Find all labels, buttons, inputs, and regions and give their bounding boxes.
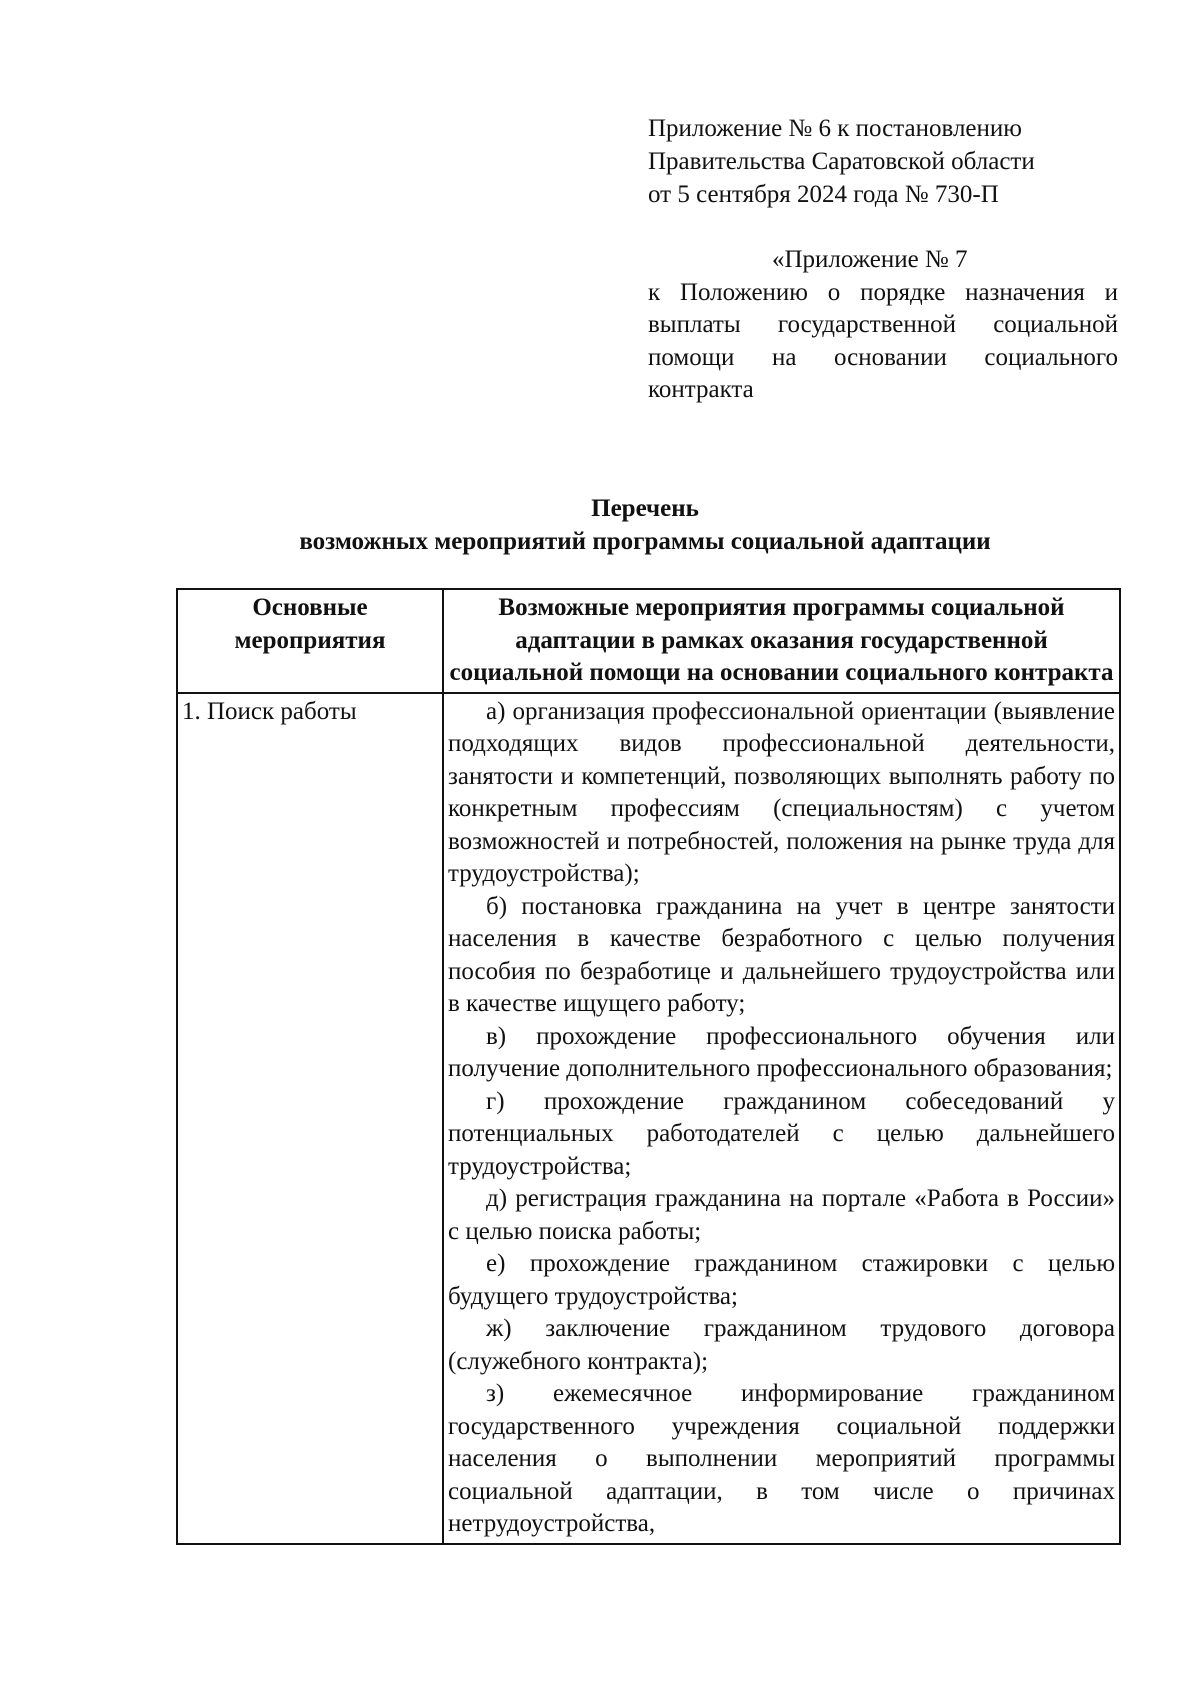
appendix-reference	[648, 244, 1118, 407]
document-title	[170, 492, 1120, 558]
resolution-reference	[648, 112, 1118, 211]
measure-item: д) регистрация гражданина на портале «Работа в России» с целью поиска работы;	[448, 1185, 1115, 1245]
main-measure-cell: 1. Поиск работы	[177, 693, 443, 1544]
measure-item: ж) заключение гражданином трудового договора (служебного контракта);	[448, 1315, 1115, 1375]
table-header-row	[177, 589, 1120, 693]
measure-item: г) прохождение гражданином собеседований у потенциальных работодателей с целью дальнейшего трудоустройства;	[448, 1087, 1115, 1180]
measure-item: е) прохождение гражданином стажировки с целью будущего трудоустройства;	[448, 1250, 1115, 1310]
header-line: от 5 сентября 2024 года № 730-П	[648, 181, 999, 208]
header-line: Правительства Саратовской области	[648, 148, 1035, 175]
document-title-line: Перечень	[591, 495, 699, 522]
measures-table	[176, 588, 1121, 1545]
measure-item: в) прохождение профессионального обучения или получение дополнительного профессионального образования;	[448, 1022, 1115, 1082]
document-title-line: возможных мероприятий программы социальной адаптации	[299, 528, 991, 555]
measure-item: а) организация профессиональной ориентации (выявление подходящих видов профессиональной деятельности, занятости и компетенций, позволяющих выполнять работу по конкретным профессиям (специальностям) с учетом возможностей и потребностей, положения на рынке труда для трудоустройства);	[448, 697, 1115, 887]
table-row	[177, 693, 1120, 1544]
possible-measures-cell	[443, 693, 1120, 1544]
measure-item: з) ежемесячное информирование гражданином государственного учреждения социальной поддержки населения о выполнении мероприятий программы социальной адаптации, в том числе о причинах нетрудоустройства,	[448, 1380, 1115, 1537]
header-line: Приложение № 6 к постановлению	[648, 115, 1022, 142]
column-header-possible-measures: Возможные мероприятия программы социальной адаптации в рамках оказания государственной социальной помощи на основании социального контракта	[443, 589, 1120, 693]
measure-item: б) постановка гражданина на учет в центре занятости населения в качестве безработного с целью получения пособия по безработице и дальнейшего трудоустройства или в качестве ищущего работу;	[448, 892, 1115, 1017]
column-header-main-measures: Основные мероприятия	[177, 589, 443, 693]
appendix-text: к Положению о порядке назначения и выплаты государственной социальной помощи на основании социального контракта	[648, 278, 1118, 403]
appendix-title: «Приложение № 7	[772, 246, 968, 273]
